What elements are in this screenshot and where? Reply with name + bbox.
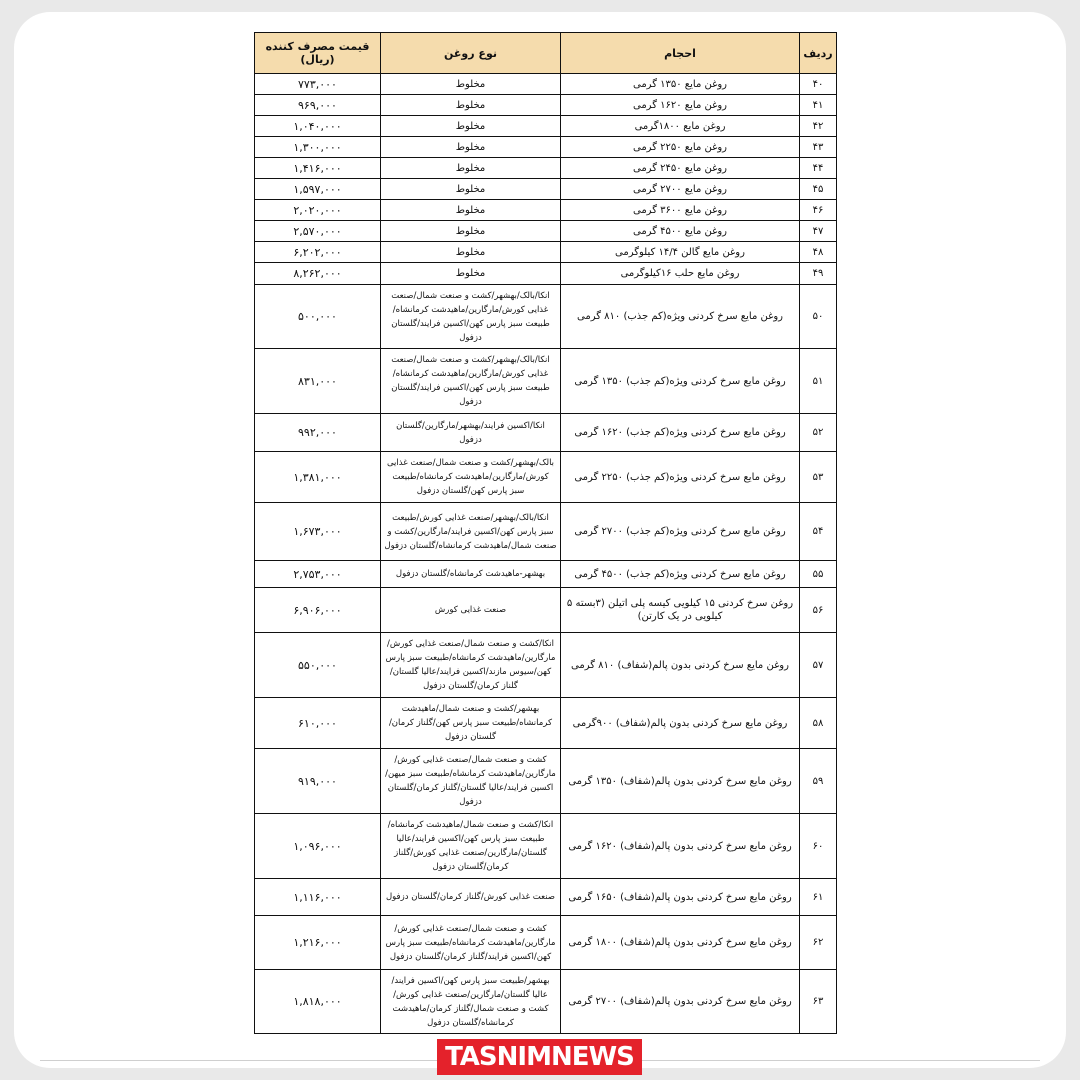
volume-cell: روغن مایع سرخ کردنی ویژه(کم جذب) ۲۲۵۰ گرمی <box>561 452 800 503</box>
volume-cell: روغن مایع گالن ۱۴/۴ کیلوگرمی <box>561 242 800 263</box>
oil-type-cell: بهشهر/کشت و صنعت شمال/ماهیدشت کرمانشاه/طبیعت سبز پارس کهن/گلناز کرمان/گلستان دزفول <box>381 698 561 749</box>
price-cell: ۶۱۰,۰۰۰ <box>255 698 381 749</box>
row-number-cell: ۵۳ <box>800 452 837 503</box>
oil-type-cell: بالک/بهشهر/کشت و صنعت شمال/صنعت غذایی کورش/مارگارین/ماهیدشت کرمانشاه/طبیعت سبز پارس کهن/گلستان دزفول <box>381 452 561 503</box>
row-number-cell: ۶۱ <box>800 879 837 916</box>
document-page <box>40 14 1040 1066</box>
row-number-cell: ۵۴ <box>800 503 837 561</box>
oil-type-cell: مخلوط <box>381 221 561 242</box>
volume-cell: روغن مایع سرخ کردنی بدون پالم(شفاف) ۲۷۰۰ گرمی <box>561 970 800 1034</box>
row-number-cell: ۴۰ <box>800 74 837 95</box>
table-row <box>255 263 837 285</box>
table-row <box>255 633 837 698</box>
oil-type-cell: بهشهر/طبیعت سبز پارس کهن/اکسین فرایند/عالیا گلستان/مارگارین/صنعت غذایی کورش/کشت و صنعت شمال/گلناز کرمان/ماهیدشت کرمانشاه/گلستان دزفول <box>381 970 561 1034</box>
row-number-cell: ۴۹ <box>800 263 837 285</box>
volume-cell: روغن مایع سرخ کردنی ویژه(کم جذب) ۱۶۲۰ گرمی <box>561 414 800 452</box>
price-cell: ۷۷۳,۰۰۰ <box>255 74 381 95</box>
oil-type-cell: صنعت غذایی کورش/گلناز کرمان/گلستان دزفول <box>381 879 561 916</box>
row-number-cell: ۴۱ <box>800 95 837 116</box>
volume-cell: روغن مایع سرخ کردنی ویژه(کم جذب) ۱۳۵۰ گرمی <box>561 349 800 414</box>
price-cell: ۱,۲۱۶,۰۰۰ <box>255 916 381 970</box>
price-cell: ۵۰۰,۰۰۰ <box>255 285 381 349</box>
row-number-cell: ۶۳ <box>800 970 837 1034</box>
header-price: قیمت مصرف کننده (ریال) <box>255 33 381 74</box>
volume-cell: روغن مایع ۱۶۲۰ گرمی <box>561 95 800 116</box>
price-table <box>254 32 837 1034</box>
oil-type-cell: مخلوط <box>381 263 561 285</box>
header-volume: احجام <box>561 33 800 74</box>
table-row <box>255 242 837 263</box>
oil-type-cell: مخلوط <box>381 179 561 200</box>
row-number-cell: ۵۱ <box>800 349 837 414</box>
volume-cell: روغن مایع سرخ کردنی بدون پالم(شفاف) ۱۶۲۰ گرمی <box>561 814 800 879</box>
price-cell: ۱,۴۱۶,۰۰۰ <box>255 158 381 179</box>
volume-cell: روغن مایع سرخ کردنی بدون پالم(شفاف) ۹۰۰گرمی <box>561 698 800 749</box>
table-row <box>255 200 837 221</box>
header-row-number: ردیف <box>800 33 837 74</box>
tasnimnews-logo: TASNIMNEWS <box>437 1039 642 1075</box>
price-cell: ۶,۲۰۲,۰۰۰ <box>255 242 381 263</box>
price-cell: ۱,۳۰۰,۰۰۰ <box>255 137 381 158</box>
price-cell: ۱,۵۹۷,۰۰۰ <box>255 179 381 200</box>
row-number-cell: ۴۸ <box>800 242 837 263</box>
price-cell: ۱,۰۴۰,۰۰۰ <box>255 116 381 137</box>
row-number-cell: ۵۸ <box>800 698 837 749</box>
oil-type-cell: مخلوط <box>381 74 561 95</box>
table-row <box>255 452 837 503</box>
price-cell: ۱,۰۹۶,۰۰۰ <box>255 814 381 879</box>
table-row <box>255 814 837 879</box>
table-row <box>255 916 837 970</box>
volume-cell: روغن مایع سرخ کردنی بدون پالم(شفاف) ۱۶۵۰ گرمی <box>561 879 800 916</box>
price-cell: ۲,۷۵۳,۰۰۰ <box>255 561 381 588</box>
row-number-cell: ۵۷ <box>800 633 837 698</box>
table-row <box>255 179 837 200</box>
volume-cell: روغن مایع سرخ کردنی بدون پالم(شفاف) ۸۱۰ گرمی <box>561 633 800 698</box>
price-cell: ۱,۳۸۱,۰۰۰ <box>255 452 381 503</box>
row-number-cell: ۵۹ <box>800 749 837 814</box>
volume-cell: روغن مایع سرخ کردنی بدون پالم(شفاف) ۱۸۰۰ گرمی <box>561 916 800 970</box>
price-cell: ۵۵۰,۰۰۰ <box>255 633 381 698</box>
price-cell: ۱,۸۱۸,۰۰۰ <box>255 970 381 1034</box>
volume-cell: روغن مایع ۳۶۰۰ گرمی <box>561 200 800 221</box>
table-row <box>255 116 837 137</box>
oil-type-cell: انکا/کشت و صنعت شمال/ماهیدشت کرمانشاه/طبیعت سبز پارس کهن/اکسین فرایند/عالیا گلستان/مارگارین/صنعت غذایی کورش/گلناز کرمان/گلستان دزفول <box>381 814 561 879</box>
row-number-cell: ۴۳ <box>800 137 837 158</box>
volume-cell: روغن مایع سرخ کردنی ویژه(کم جذب) ۲۷۰۰ گرمی <box>561 503 800 561</box>
oil-type-cell: مخلوط <box>381 95 561 116</box>
row-number-cell: ۵۰ <box>800 285 837 349</box>
row-number-cell: ۶۲ <box>800 916 837 970</box>
row-number-cell: ۴۶ <box>800 200 837 221</box>
table-row <box>255 285 837 349</box>
table-row <box>255 749 837 814</box>
price-cell: ۸۳۱,۰۰۰ <box>255 349 381 414</box>
header-oil-type: نوع روغن <box>381 33 561 74</box>
row-number-cell: ۴۲ <box>800 116 837 137</box>
volume-cell: روغن مایع ۱۸۰۰گرمی <box>561 116 800 137</box>
oil-type-cell: انکا/کشت و صنعت شمال/صنعت غذایی کورش/مارگارین/ماهیدشت کرمانشاه/طبیعت سبز پارس کهن/سیوس مازند/اکسین فرایند/عالیا گلستان/گلناز کرمان/گلستان دزفول <box>381 633 561 698</box>
table-row <box>255 561 837 588</box>
price-cell: ۱,۱۱۶,۰۰۰ <box>255 879 381 916</box>
oil-type-cell: صنعت غذایی کورش <box>381 588 561 633</box>
oil-type-cell: مخلوط <box>381 116 561 137</box>
table-row <box>255 879 837 916</box>
volume-cell: روغن مایع ۲۷۰۰ گرمی <box>561 179 800 200</box>
table-row <box>255 414 837 452</box>
table-row <box>255 588 837 633</box>
volume-cell: روغن مایع ۱۳۵۰ گرمی <box>561 74 800 95</box>
volume-cell: روغن سرخ کردنی ۱۵ کیلویی کیسه پلی اتیلن (۳بسته ۵ کیلویی در یک کارتن) <box>561 588 800 633</box>
oil-type-cell: مخلوط <box>381 137 561 158</box>
price-cell: ۶,۹۰۶,۰۰۰ <box>255 588 381 633</box>
volume-cell: روغن مایع ۲۲۵۰ گرمی <box>561 137 800 158</box>
price-cell: ۲,۰۲۰,۰۰۰ <box>255 200 381 221</box>
price-cell: ۹۱۹,۰۰۰ <box>255 749 381 814</box>
oil-type-cell: انکا/بالک/بهشهر/صنعت غذایی کورش/طبیعت سبز پارس کهن/اکسین فرایند/مارگارین/کشت و صنعت شمال/ماهیدشت کرمانشاه/گلستان دزفول <box>381 503 561 561</box>
volume-cell: روغن مایع ۲۴۵۰ گرمی <box>561 158 800 179</box>
volume-cell: روغن مایع ۴۵۰۰ گرمی <box>561 221 800 242</box>
table-row <box>255 158 837 179</box>
price-cell: ۱,۶۷۳,۰۰۰ <box>255 503 381 561</box>
row-number-cell: ۶۰ <box>800 814 837 879</box>
row-number-cell: ۵۵ <box>800 561 837 588</box>
table-body <box>255 74 837 1034</box>
row-number-cell: ۴۵ <box>800 179 837 200</box>
price-cell: ۹۶۹,۰۰۰ <box>255 95 381 116</box>
oil-type-cell: مخلوط <box>381 200 561 221</box>
price-cell: ۸,۲۶۲,۰۰۰ <box>255 263 381 285</box>
oil-type-cell: بهشهر-ماهیدشت کرمانشاه/گلستان دزفول <box>381 561 561 588</box>
row-number-cell: ۴۴ <box>800 158 837 179</box>
price-cell: ۹۹۲,۰۰۰ <box>255 414 381 452</box>
price-cell: ۲,۵۷۰,۰۰۰ <box>255 221 381 242</box>
oil-type-cell: کشت و صنعت شمال/صنعت غذایی کورش/مارگارین/ماهیدشت کرمانشاه/طبیعت سبز پارس کهن/اکسین فرایند/گلناز کرمان/گلستان دزفول <box>381 916 561 970</box>
row-number-cell: ۴۷ <box>800 221 837 242</box>
row-number-cell: ۵۶ <box>800 588 837 633</box>
oil-type-cell: مخلوط <box>381 158 561 179</box>
volume-cell: روغن مایع حلب ۱۶کیلوگرمی <box>561 263 800 285</box>
table-row <box>255 349 837 414</box>
table-row <box>255 74 837 95</box>
table-row <box>255 137 837 158</box>
oil-type-cell: انکا/بالک/بهشهر/کشت و صنعت شمال/صنعت غذایی کورش/مارگارین/ماهیدشت کرمانشاه/طبیعت سبز پارس کهن/اکسین فرایند/گلستان دزفول <box>381 285 561 349</box>
oil-type-cell: مخلوط <box>381 242 561 263</box>
table-row <box>255 970 837 1034</box>
table-row <box>255 503 837 561</box>
volume-cell: روغن مایع سرخ کردنی ویژه(کم جذب) ۸۱۰ گرمی <box>561 285 800 349</box>
oil-type-cell: انکا/اکسین فرایند/بهشهر/مارگارین/گلستان دزفول <box>381 414 561 452</box>
table-row <box>255 221 837 242</box>
table-row <box>255 698 837 749</box>
table-header-row <box>255 33 837 74</box>
oil-type-cell: کشت و صنعت شمال/صنعت غذایی کورش/مارگارین/ماهیدشت کرمانشاه/طبیعت سبز میهن/اکسین فرایند/عالیا گلستان/گلناز کرمان/گلستان دزفول <box>381 749 561 814</box>
table-row <box>255 95 837 116</box>
volume-cell: روغن مایع سرخ کردنی ویژه(کم جذب) ۴۵۰۰ گرمی <box>561 561 800 588</box>
volume-cell: روغن مایع سرخ کردنی بدون پالم(شفاف) ۱۳۵۰ گرمی <box>561 749 800 814</box>
oil-type-cell: انکا/بالک/بهشهر/کشت و صنعت شمال/صنعت غذایی کورش/مارگارین/ماهیدشت کرمانشاه/طبیعت سبز پارس کهن/اکسین فرایند/گلستان دزفول <box>381 349 561 414</box>
row-number-cell: ۵۲ <box>800 414 837 452</box>
